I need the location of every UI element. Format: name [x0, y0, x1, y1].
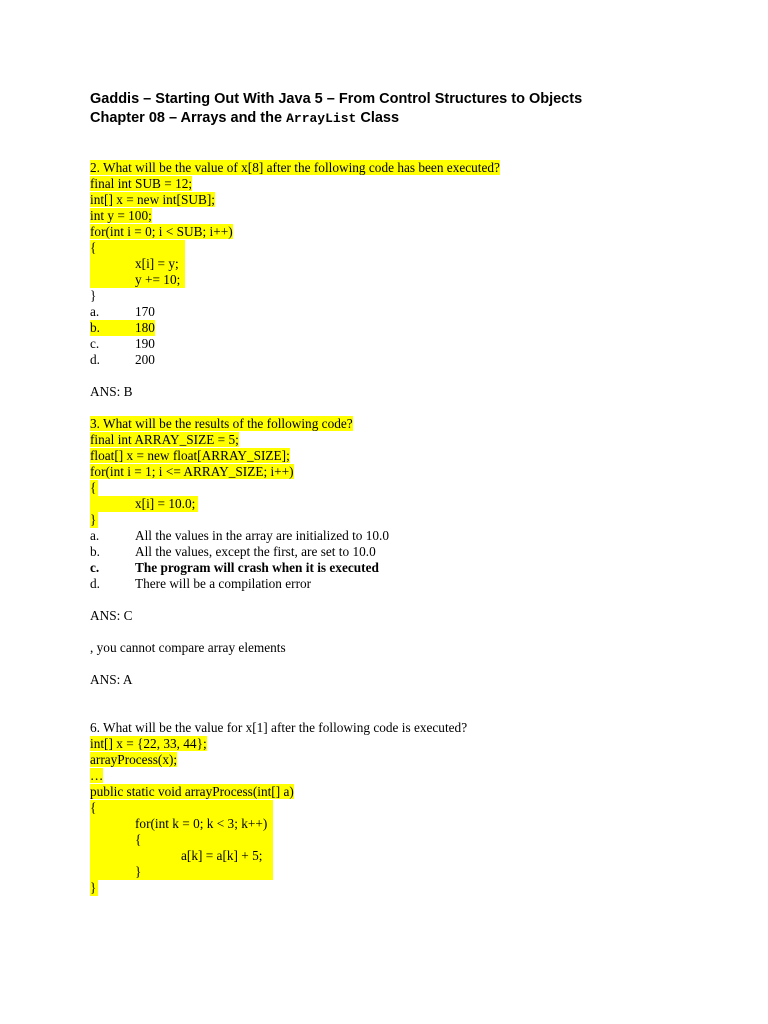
choice-letter: d.: [90, 352, 100, 367]
code-line: }: [90, 288, 97, 303]
question-6-text: 6. What will be the value for x[1] after the following code is executed?: [90, 720, 468, 735]
choice-c: [90, 336, 730, 352]
choice-text: 190: [135, 336, 155, 351]
question-3: [90, 416, 730, 624]
choice-c: [90, 560, 730, 576]
document-title-line2: [90, 109, 730, 128]
answer-fragment: ANS: A: [90, 672, 133, 687]
code-line: }: [90, 880, 97, 895]
question-3-text: 3. What will be the results of the following code?: [90, 416, 353, 431]
choice-letter: a.: [90, 528, 100, 543]
choice-a: [90, 304, 730, 320]
choice-letter: b.: [90, 320, 135, 336]
code-line: …: [90, 768, 104, 783]
code-line: {: [90, 240, 185, 256]
document-page: [90, 90, 730, 896]
code-line: y += 10;: [90, 272, 185, 288]
code-line: {: [90, 832, 273, 848]
choice-letter: c.: [90, 560, 100, 575]
question-2: [90, 160, 730, 400]
code-line: x[i] = 10.0;: [90, 496, 198, 512]
code-line: }: [90, 512, 97, 527]
choice-text: 180: [135, 320, 155, 335]
code-line: int[] x = {22, 33, 44};: [90, 736, 207, 751]
code-line: arrayProcess(x);: [90, 752, 178, 767]
code-line: a[k] = a[k] + 5;: [90, 848, 273, 864]
question-6: [90, 720, 730, 896]
choice-letter: d.: [90, 576, 100, 591]
code-line: float[] x = new float[ARRAY_SIZE];: [90, 448, 290, 463]
choice-text: There will be a compilation error: [135, 576, 312, 591]
choice-letter: c.: [90, 336, 100, 351]
question-fragment: [90, 640, 730, 688]
title-prefix: Chapter 08 – Arrays and the: [90, 110, 287, 126]
code-line: x[i] = y;: [90, 256, 185, 272]
choice-text: 200: [135, 352, 155, 367]
choice-letter: b.: [90, 544, 100, 559]
choice-text: All the values, except the first, are set to 10.0: [135, 544, 376, 559]
code-line: final int SUB = 12;: [90, 176, 193, 191]
choice-d: [90, 576, 730, 592]
title-class-name: ArrayList: [286, 111, 357, 126]
choice-b: [90, 320, 730, 336]
code-line: {: [90, 480, 97, 495]
choice-d: [90, 352, 730, 368]
answer-q3: ANS: C: [90, 608, 133, 623]
code-line: for(int k = 0; k < 3; k++): [90, 816, 273, 832]
document-title-line1: Gaddis – Starting Out With Java 5 – From Control Structures to Objects: [90, 91, 583, 107]
code-line: final int ARRAY_SIZE = 5;: [90, 432, 239, 447]
answer-q2: ANS: B: [90, 384, 133, 399]
choice-text: The program will crash when it is executed: [135, 560, 379, 575]
code-line: int y = 100;: [90, 208, 152, 223]
choice-b: [90, 544, 730, 560]
choice-letter: a.: [90, 304, 100, 319]
choice-a: [90, 528, 730, 544]
code-line: {: [90, 800, 273, 816]
code-line: int[] x = new int[SUB];: [90, 192, 215, 207]
fragment-text: , you cannot compare array elements: [90, 640, 286, 655]
choice-text: 170: [135, 304, 155, 319]
title-suffix: Class: [356, 110, 400, 126]
code-line: for(int i = 1; i <= ARRAY_SIZE; i++): [90, 464, 294, 479]
choice-text: All the values in the array are initialized to 10.0: [135, 528, 390, 543]
question-2-text: 2. What will be the value of x[8] after the following code has been executed?: [90, 160, 500, 175]
code-line: }: [90, 864, 273, 880]
code-line: public static void arrayProcess(int[] a): [90, 784, 294, 799]
code-line: for(int i = 0; i < SUB; i++): [90, 224, 233, 239]
